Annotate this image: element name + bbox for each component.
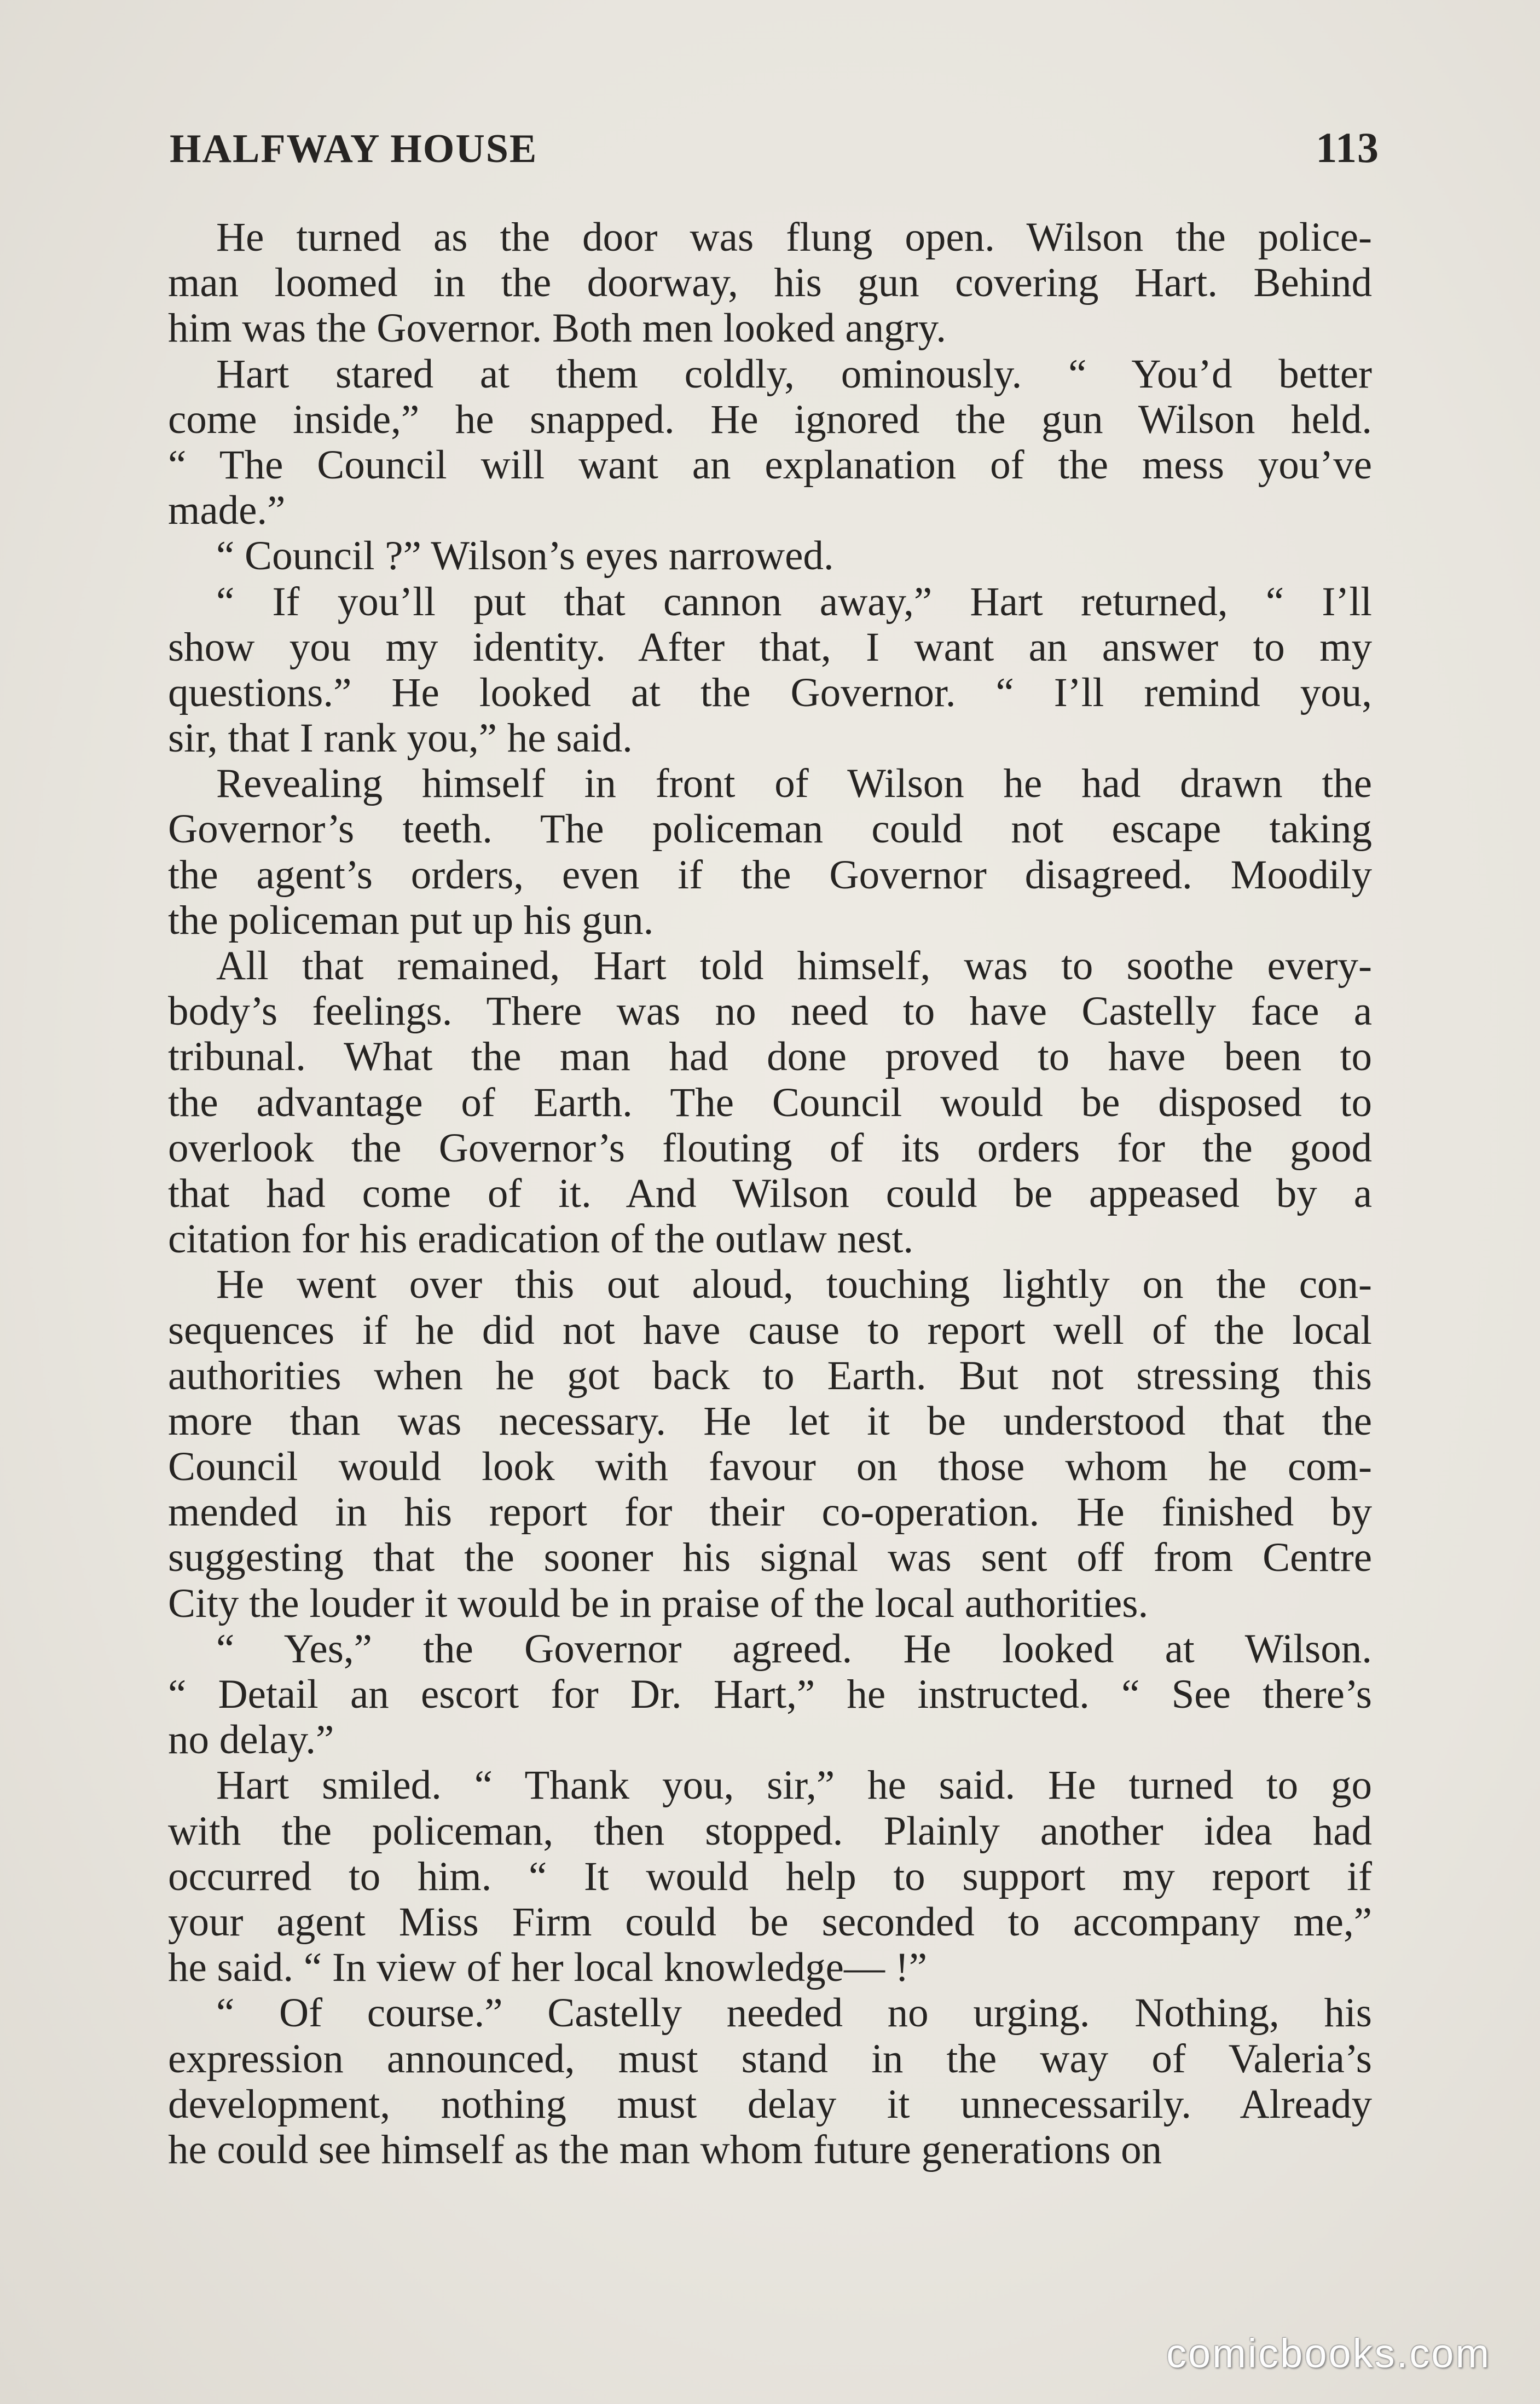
- text-line: mended in his report for their co-operation. He finished by: [168, 1489, 1372, 1535]
- text-line: sequences if he did not have cause to report well of the local: [168, 1307, 1372, 1353]
- paragraph: [168, 351, 1372, 534]
- text-line: Revealing himself in front of Wilson he had drawn the: [216, 761, 1372, 807]
- text-line: occurred to him. “ It would help to support my report if: [168, 1853, 1372, 1899]
- text-line: Hart stared at them coldly, ominously. “ You’d better: [216, 351, 1372, 397]
- running-title: HALFWAY HOUSE: [170, 126, 538, 171]
- paragraph: [168, 1762, 1372, 1990]
- page-number: 113: [1316, 124, 1379, 171]
- text-line: All that remained, Hart told himself, was to soothe every-: [216, 943, 1372, 989]
- body-text: [168, 215, 1372, 2172]
- text-line: He went over this out aloud, touching lightly on the con-: [216, 1262, 1372, 1308]
- text-line: “ If you’ll put that cannon away,” Hart returned, “ I’ll: [216, 579, 1372, 625]
- text-line: Council would look with favour on those whom he com-: [168, 1444, 1372, 1490]
- text-line: Governor’s teeth. The policeman could not escape taking: [168, 806, 1372, 852]
- text-line: the policeman put up his gun.: [168, 897, 654, 943]
- text-line: “ Detail an escort for Dr. Hart,” he instructed. “ See there’s: [168, 1672, 1372, 1717]
- text-line: your agent Miss Firm could be seconded to accompany me,”: [168, 1899, 1372, 1945]
- text-line: more than was necessary. He let it be understood that the: [168, 1398, 1372, 1444]
- paragraph: [168, 533, 1372, 579]
- text-line: overlook the Governor’s flouting of its orders for the good: [168, 1125, 1372, 1171]
- text-line: that had come of it. And Wilson could be appeased by a: [168, 1170, 1372, 1216]
- paragraph: [168, 1990, 1372, 2172]
- text-line: development, nothing must delay it unnecessarily. Already: [168, 2081, 1372, 2127]
- text-line: him was the Governor. Both men looked angry.: [168, 305, 946, 351]
- paragraph: [168, 943, 1372, 1262]
- paragraph: [168, 761, 1372, 943]
- paragraph: [168, 215, 1372, 351]
- text-line: body’s feelings. There was no need to have Castelly face a: [168, 989, 1372, 1035]
- text-line: He turned as the door was flung open. Wilson the police-: [216, 215, 1372, 260]
- text-line: come inside,” he snapped. He ignored the gun Wilson held.: [168, 396, 1372, 442]
- text-line: “ Yes,” the Governor agreed. He looked at Wilson.: [216, 1626, 1372, 1672]
- text-line: show you my identity. After that, I want an answer to my: [168, 624, 1372, 670]
- text-line: he said. “ In view of her local knowledge— !”: [168, 1945, 927, 1991]
- text-line: “ The Council will want an explanation of the mess you’ve: [168, 442, 1372, 488]
- paragraph: [168, 579, 1372, 761]
- running-header: [170, 123, 1379, 183]
- text-line: the advantage of Earth. The Council would be disposed to: [168, 1079, 1372, 1125]
- text-line: made.”: [168, 488, 286, 534]
- text-line: citation for his eradication of the outlaw nest.: [168, 1216, 914, 1262]
- text-line: the agent’s orders, even if the Governor disagreed. Moodily: [168, 852, 1372, 898]
- text-line: City the louder it would be in praise of the local authorities.: [168, 1580, 1149, 1626]
- text-line: “ Council ?” Wilson’s eyes narrowed.: [216, 533, 834, 579]
- text-line: authorities when he got back to Earth. But not stressing this: [168, 1353, 1372, 1399]
- text-line: expression announced, must stand in the way of Valeria’s: [168, 2036, 1372, 2082]
- paragraph: [168, 1262, 1372, 1626]
- text-line: man loomed in the doorway, his gun covering Hart. Behind: [168, 260, 1372, 306]
- watermark: comicbooks.com: [1166, 2331, 1491, 2376]
- text-line: suggesting that the sooner his signal was sent off from Centre: [168, 1535, 1372, 1581]
- text-line: sir, that I rank you,” he said.: [168, 715, 633, 761]
- text-line: he could see himself as the man whom future generations on: [168, 2126, 1162, 2172]
- text-line: questions.” He looked at the Governor. “ I’ll remind you,: [168, 669, 1372, 715]
- text-line: no delay.”: [168, 1717, 334, 1763]
- text-line: Hart smiled. “ Thank you, sir,” he said. He turned to go: [216, 1762, 1372, 1808]
- text-line: with the policeman, then stopped. Plainly another idea had: [168, 1808, 1372, 1854]
- text-line: tribunal. What the man had done proved to have been to: [168, 1034, 1372, 1080]
- text-line: “ Of course.” Castelly needed no urging. Nothing, his: [216, 1990, 1372, 2036]
- paragraph: [168, 1626, 1372, 1763]
